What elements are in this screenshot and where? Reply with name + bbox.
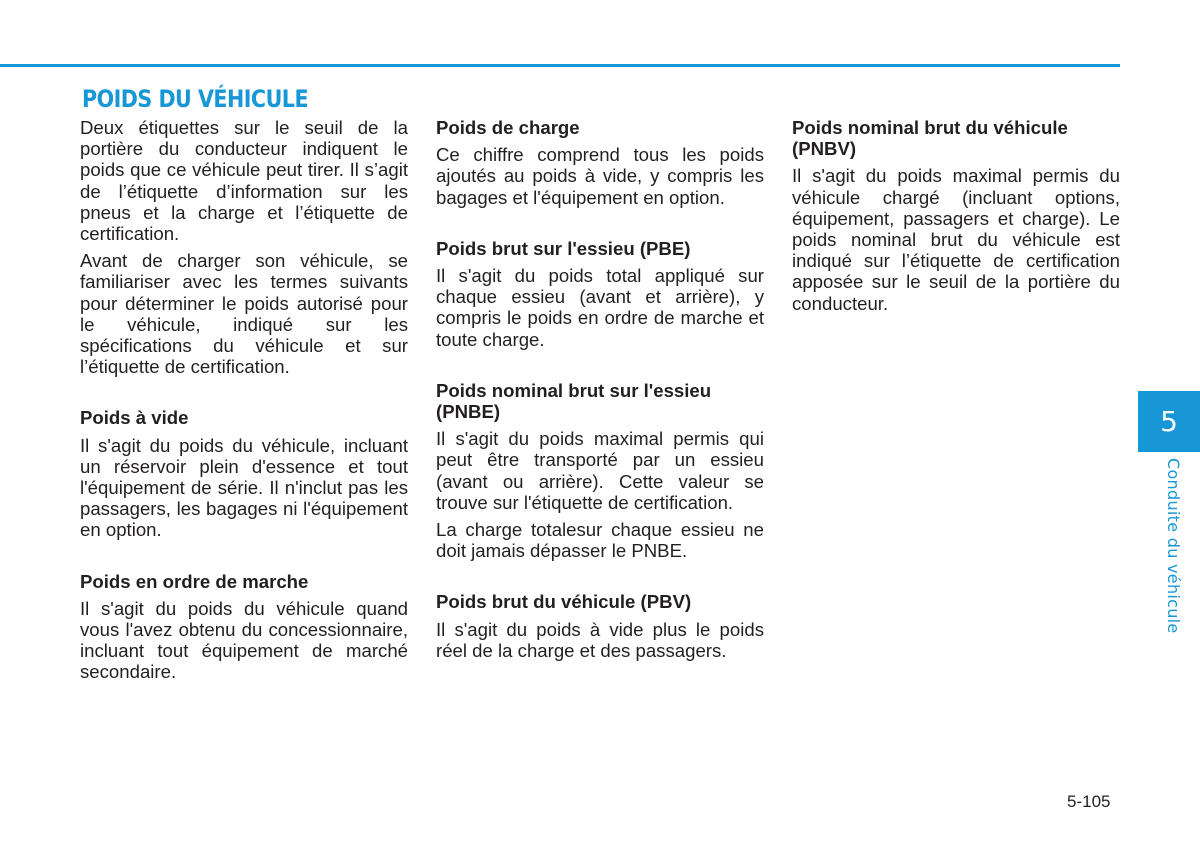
section-paragraph: Il s'agit du poids maximal permis du véhicule chargé (incluant options, équipement, passagers et charge). Le poids nominal brut du véhicule est indiqué sur l’étiquette de certification apposée sur le seuil de la portière du conducteur. <box>792 165 1120 314</box>
section-heading: Poids nominal brut du véhicule (PNBV) <box>792 117 1068 160</box>
section-poids-en-ordre-de-marche <box>80 571 408 683</box>
section-paragraph: Ce chiffre comprend tous les poids ajoutés au poids à vide, y compris les bagages et l'équipement en option. <box>436 144 764 208</box>
section-heading: Poids brut du véhicule (PBV) <box>436 591 692 613</box>
column-2 <box>436 117 764 691</box>
section-heading: Poids brut sur l'essieu (PBE) <box>436 237 691 259</box>
page-title: POIDS DU VÉHICULE <box>82 85 309 113</box>
section-paragraph: Il s'agit du poids à vide plus le poids réel de la charge et des passagers. <box>436 618 764 661</box>
section-heading: Poids nominal brut sur l'essieu (PNBE) <box>436 379 712 423</box>
section-poids-a-vide <box>80 407 408 540</box>
section-paragraph: Il s'agit du poids du véhicule, incluant un réservoir plein d'essence et tout l'équipement de série. Il n'inclut pas les passagers, les bagages ni l'équipement en option. <box>80 434 408 541</box>
section-heading: Poids en ordre de marche <box>80 570 309 592</box>
section-paragraph: La charge totalesur chaque essieu ne doit jamais dépasser le PNBE. <box>436 519 764 562</box>
section-paragraph: Il s'agit du poids total appliqué sur chaque essieu (avant et arrière), y compris le poids en ordre de marche et toute charge. <box>436 265 764 350</box>
section-heading: Poids de charge <box>436 117 580 138</box>
column-3 <box>792 117 1120 344</box>
column-1 <box>80 117 408 713</box>
chapter-number-tab: 5 <box>1138 391 1200 452</box>
section-heading: Poids à vide <box>80 407 189 429</box>
intro-paragraph: Avant de charger son véhicule, se familiariser avec les termes suivants pour déterminer le poids autorisé pour le véhicule, indiqué sur les spécifications du véhicule et sur l’étiquette de certification. <box>80 250 408 378</box>
intro-section <box>80 117 408 377</box>
page-number: 5-105 <box>1067 792 1111 811</box>
intro-paragraph: Deux étiquettes sur le seuil de la portière du conducteur indiquent le poids que ce véhicule peut tirer. Il s’agit de l’étiquette d’information sur les pneus et la charge et l’étiquette de certification. <box>80 117 408 245</box>
section-paragraph: Il s'agit du poids maximal permis qui peut être transporté par un essieu (avant ou arrière). Cette valeur se trouve sur l'étiquette de certification. <box>436 428 764 513</box>
section-poids-de-charge <box>436 117 764 208</box>
section-pbe <box>436 238 764 350</box>
section-pbv <box>436 591 764 661</box>
section-pnbe <box>436 380 764 562</box>
header-rule <box>0 64 1120 67</box>
chapter-title: Conduite du véhicule <box>1164 458 1183 634</box>
section-pnbv <box>792 117 1120 314</box>
section-paragraph: Il s'agit du poids du véhicule quand vous l'avez obtenu du concessionnaire, incluant tout équipement de marché secondaire. <box>80 597 408 683</box>
